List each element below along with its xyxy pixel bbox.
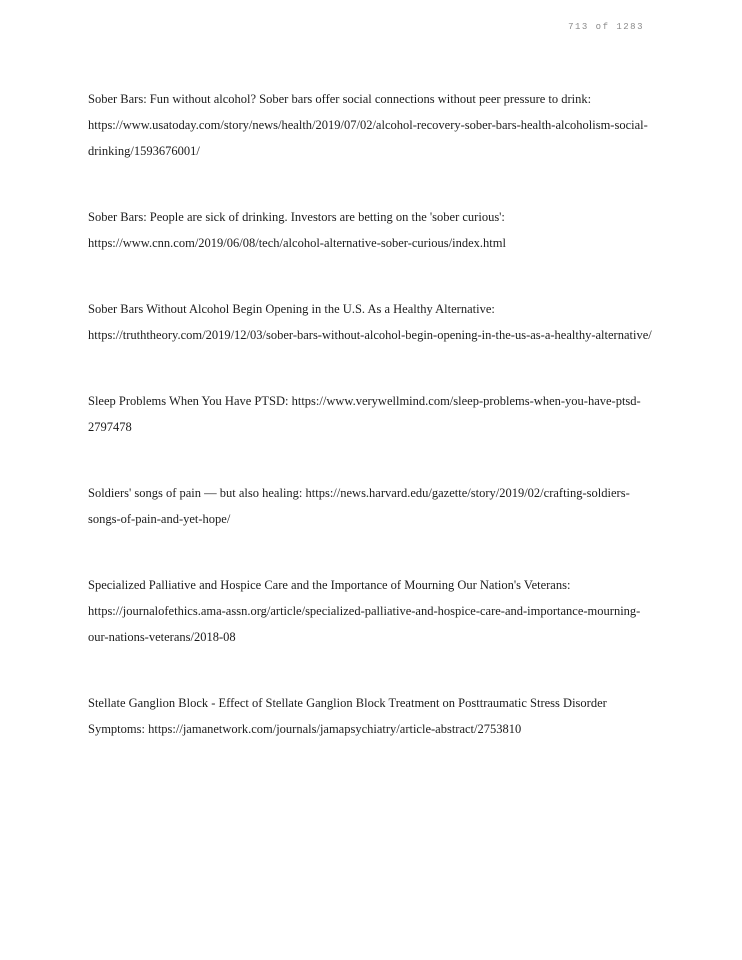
reference-entry [88,690,658,742]
reference-entry [88,86,658,164]
reference-title: Stellate Ganglion Block - Effect of Stellate Ganglion Block Treatment on Posttraumatic Stress Disorder Symptoms: [88,696,607,736]
reference-url[interactable]: https://www.usatoday.com/story/news/health/2019/07/02/alcohol-recovery-sober-bars-health-alcoholism-social-drinking/1593676001/ [88,118,648,158]
reference-url[interactable]: https://journalofethics.ama-assn.org/article/specialized-palliative-and-hospice-care-and-importance-mourning-our-nations-veterans/2018-08 [88,604,641,644]
reference-url[interactable]: https://jamanetwork.com/journals/jamapsychiatry/article-abstract/2753810 [148,722,522,736]
reference-entry [88,480,658,532]
reference-url[interactable]: https://news.harvard.edu/gazette/story/2019/02/crafting-soldiers-songs-of-pain-and-yet-hope/ [88,486,630,526]
reference-url[interactable]: https://truththeory.com/2019/12/03/sober-bars-without-alcohol-begin-opening-in-the-us-as-a-healthy-alternative/ [88,328,652,342]
reference-url[interactable]: https://www.verywellmind.com/sleep-problems-when-you-have-ptsd-2797478 [88,394,641,434]
reference-title: Soldiers' songs of pain — but also healing: [88,486,303,500]
reference-list [88,86,658,782]
reference-title: Sober Bars: People are sick of drinking. Investors are betting on the 'sober curious': [88,210,505,224]
reference-title: Specialized Palliative and Hospice Care and the Importance of Mourning Our Nation's Veterans: [88,578,571,592]
reference-entry [88,388,658,440]
reference-title: Sober Bars: Fun without alcohol? Sober bars offer social connections without peer pressure to drink: [88,92,592,106]
reference-entry [88,296,658,348]
page-number: 713 of 1283 [568,22,644,32]
reference-entry [88,204,658,256]
reference-url[interactable]: https://www.cnn.com/2019/06/08/tech/alcohol-alternative-sober-curious/index.html [88,236,506,250]
reference-entry [88,572,658,650]
reference-title: Sleep Problems When You Have PTSD: [88,394,289,408]
reference-title: Sober Bars Without Alcohol Begin Opening in the U.S. As a Healthy Alternative: [88,302,495,316]
